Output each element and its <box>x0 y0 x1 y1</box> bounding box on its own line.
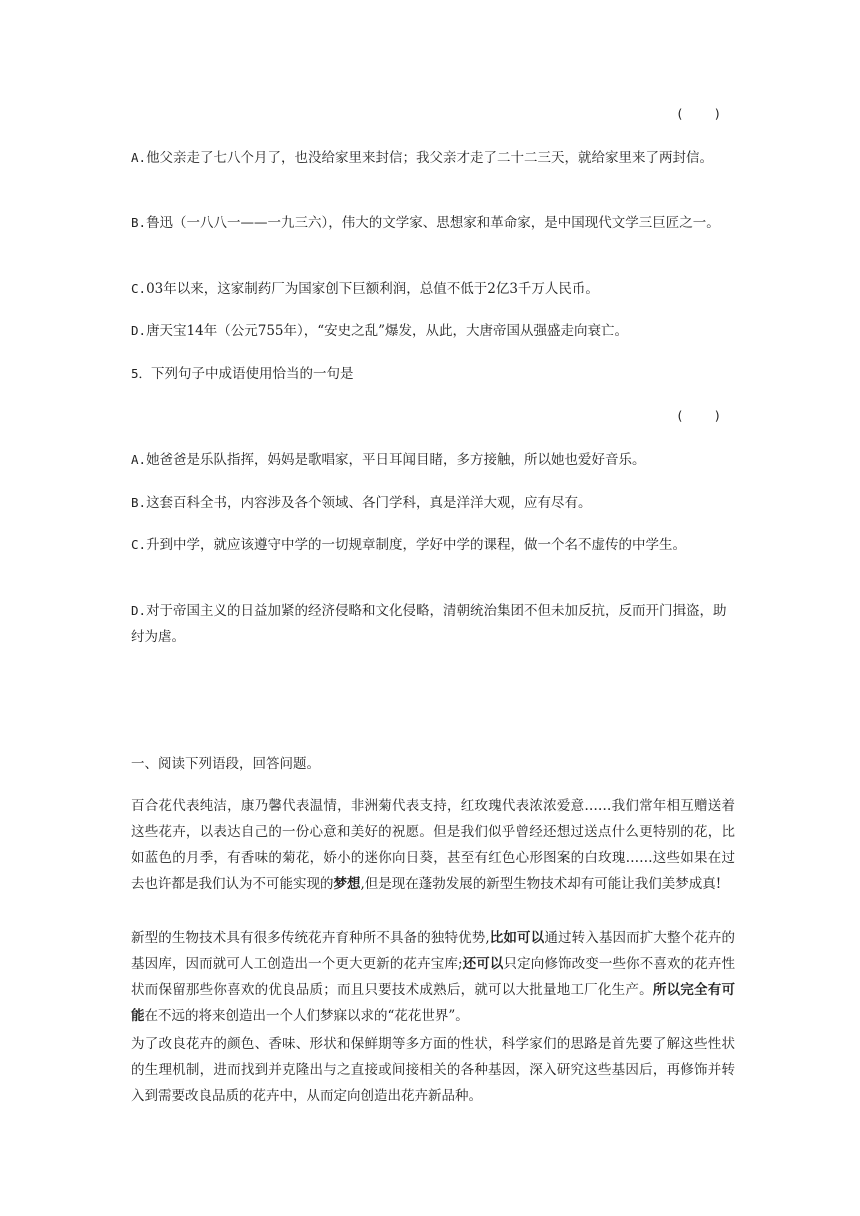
option-text: 鲁迅（一八八一——一九三六），伟大的文学家、思想家和革命家，是中国现代文学三巨匠之一。 <box>146 215 720 231</box>
bold-term: 还可以 <box>462 956 504 972</box>
q5-option-b <box>131 490 731 516</box>
option-text: 他父亲走了七八个月了，也没给家里来封信；我父亲才走了二十二三天，就给家里来了两封信。 <box>146 150 714 166</box>
reading-paragraph-2 <box>131 925 735 1029</box>
reading-heading: 一、阅读下列语段，回答问题。 <box>131 756 320 772</box>
paragraph-text: 在不远的将来创造出一个人们梦寐以求的“花花世界”。 <box>144 1008 469 1024</box>
q5-option-d <box>131 598 731 650</box>
reading-paragraph-3: 为了改良花卉的颜色、香味、形状和保鲜期等多方面的性状，科学家们的思路是首先要了解这些性状的生理机制，进而找到并克隆出与之直接或间接相关的各种基因，深入研究这些基因后，再修饰并转入到需要改良品质的花卉中，从而定向创造出花卉新品种。 <box>131 1036 735 1104</box>
option-letter: B. <box>131 495 147 510</box>
answer-bracket-q5: ( ) <box>676 408 722 423</box>
reading-paragraph-1 <box>131 793 735 897</box>
option-letter: C. <box>131 537 147 552</box>
q4-option-d <box>131 318 731 344</box>
q5-stem <box>131 361 731 387</box>
option-letter: A. <box>131 150 147 165</box>
question-number: 5． <box>131 366 152 381</box>
option-text: 她爸爸是乐队指挥，妈妈是歌唱家，平日耳闻目睹，多方接触，所以她也爱好音乐。 <box>146 452 646 468</box>
q4-option-a <box>131 145 731 171</box>
answer-bracket-q4: ( ) <box>676 106 722 121</box>
bold-term: 梦想 <box>333 876 361 892</box>
q5-option-a <box>131 447 731 473</box>
option-text: 唐天宝14年（公元755年），“安史之乱”爆发，从此，大唐帝国从强盛走向衰亡。 <box>146 323 629 339</box>
option-text: 升到中学，就应该遵守中学的一切规章制度，学好中学的课程，做一个名不虚传的中学生。 <box>146 537 687 553</box>
option-letter: D. <box>131 603 147 618</box>
option-text: 03年以来，这家制药厂为国家创下巨额利润，总值不低于2亿3千万人民币。 <box>146 281 599 297</box>
paragraph-text: 百合花代表纯洁，康乃馨代表温情，非洲菊代表支持，红玫瑰代表浓浓爱意……我们常年相互赠送着这些花卉，以表达自己的一份心意和美好的祝愿。但是我们似乎曾经还想过送点什么更特别的花，比如蓝色的月季，有香味的菊花，娇小的迷你向日葵，甚至有红色心形图案的白玫瑰……这些如果在过去也许都是我们认为不可能实现的 <box>131 798 735 892</box>
option-letter: C. <box>131 281 147 296</box>
paragraph-text: 新型的生物技术具有很多传统花卉育种所不具备的独特优势, <box>131 930 490 946</box>
option-text: 这套百科全书，内容涉及各个领域、各门学科，真是洋洋大观，应有尽有。 <box>146 495 592 511</box>
bold-term: 比如可以 <box>489 930 545 946</box>
q5-option-c <box>131 532 731 558</box>
q4-option-c <box>131 276 731 302</box>
question-text: 下列句子中成语使用恰当的一句是 <box>151 366 354 382</box>
paragraph-text: ,但是现在蓬勃发展的新型生物技术却有可能让我们美梦成真! <box>360 876 722 892</box>
bold-term: 所以完全有可能 <box>131 982 736 1024</box>
option-text: 对于帝国主义的日益加紧的经济侵略和文化侵略，清朝统治集团不但未加反抗，反而开门揖盗，助纣为虐。 <box>131 603 727 645</box>
option-letter: B. <box>131 215 147 230</box>
paragraph-text: 通过转入基因而扩大整个花卉的基因库，因而就可人工创造出一个更大更新的花卉宝库; <box>131 930 736 972</box>
q4-option-b <box>131 210 731 236</box>
option-letter: A. <box>131 452 147 467</box>
option-letter: D. <box>131 323 147 338</box>
paragraph-text: 只定向修饰改变一些你不喜欢的花卉性状而保留那些你喜欢的优良品质；而且只要技术成熟后，就可以大批量地工厂化生产。 <box>131 956 735 998</box>
